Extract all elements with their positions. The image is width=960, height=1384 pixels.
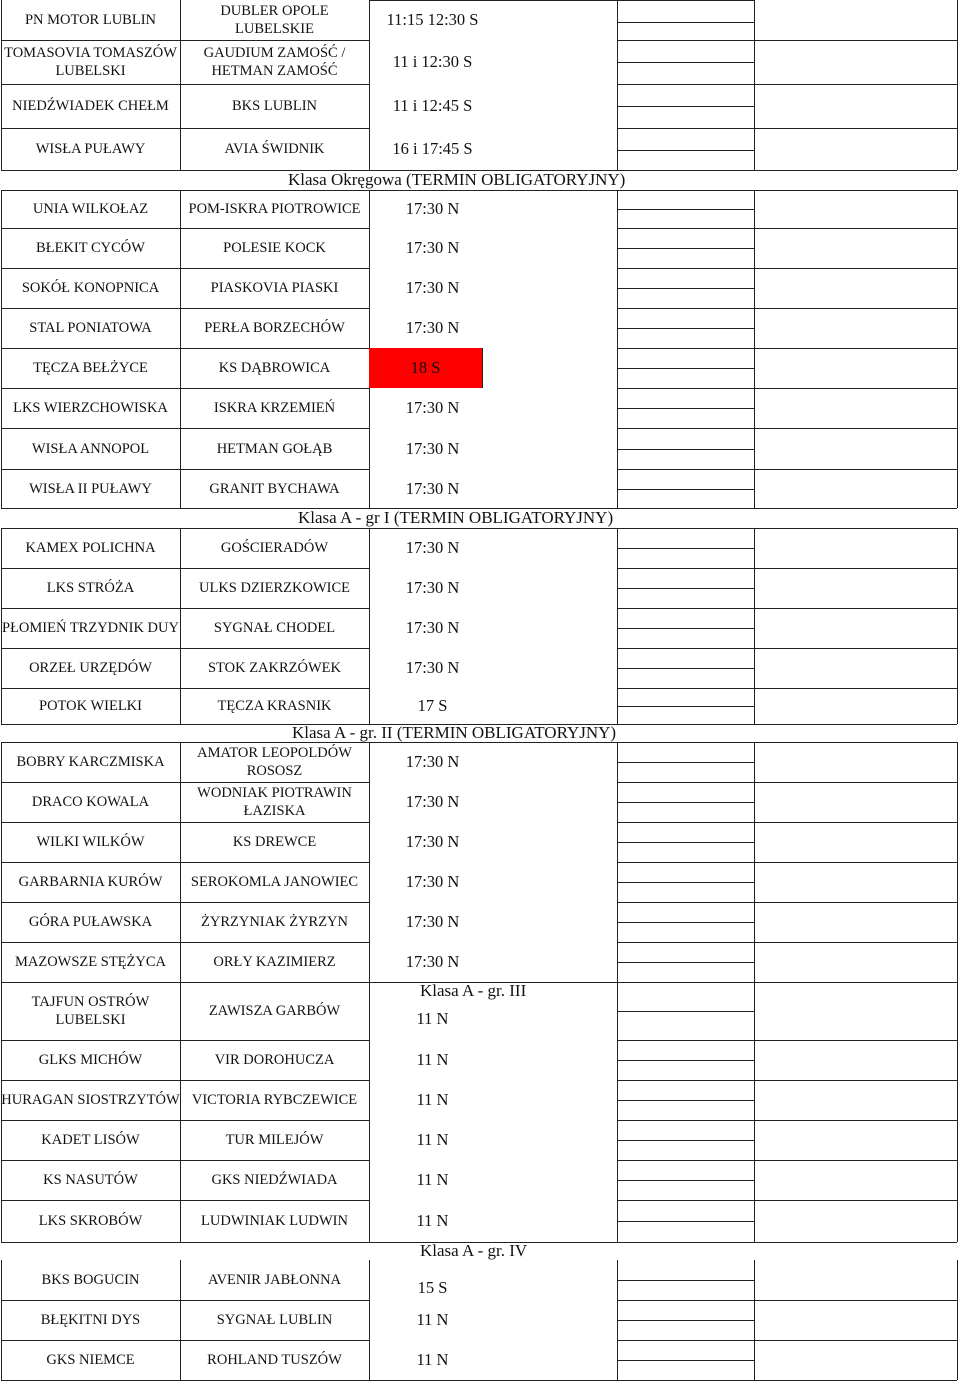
- grid-line: [617, 922, 754, 923]
- grid-line: [617, 449, 754, 450]
- grid-line: [957, 1260, 958, 1380]
- grid-line: [617, 288, 754, 289]
- kickoff-time: 15 S: [417, 1278, 448, 1297]
- home-team: KS NASUTÓW: [43, 1172, 138, 1188]
- grid-line: [617, 469, 957, 470]
- grid-line: [754, 190, 755, 508]
- kickoff-time: 16 i 17:45 S: [392, 139, 473, 158]
- grid-line: [617, 62, 754, 63]
- home-team: POTOK WIELKI: [39, 698, 142, 714]
- grid-line: [617, 328, 754, 329]
- section-title: Klasa A - gr. IV: [420, 1241, 528, 1260]
- home-team: UNIA WILKOŁAZ: [32, 201, 149, 217]
- kickoff-time: 18 S: [369, 348, 482, 388]
- grid-line: [617, 128, 957, 129]
- grid-line: [957, 528, 958, 724]
- kickoff-time: 17:30 N: [405, 478, 460, 498]
- home-team: GLKS MICHÓW: [38, 1052, 143, 1068]
- kickoff-time: 17 S: [417, 696, 448, 715]
- home-team: LKS WIERZCHOWISKA: [13, 400, 168, 416]
- grid-line: [617, 668, 754, 669]
- grid-line: [617, 1360, 754, 1361]
- away-team: VICTORIA RYBCZEWICE: [191, 1092, 358, 1108]
- grid-line: [617, 40, 957, 41]
- grid-line: [617, 1221, 754, 1222]
- away-team: HETMAN GOŁĄB: [216, 440, 333, 457]
- grid-line: [617, 648, 957, 649]
- grid-line: [617, 1080, 957, 1081]
- away-team: POLESIE KOCK: [223, 240, 326, 256]
- home-team: TĘCZA BEŁŻYCE: [33, 360, 148, 376]
- home-team: STAL PONIATOWA: [29, 320, 152, 336]
- home-team: WISŁA PUŁAWY: [35, 141, 146, 157]
- kickoff-time: 17:30 N: [405, 199, 460, 218]
- away-team: AMATOR LEOPOLDÓW ROSOSZ: [197, 745, 352, 779]
- kickoff-time: 17:30 N: [405, 658, 460, 677]
- grid-line: [617, 489, 754, 490]
- section-title: Klasa Okręgowa (TERMIN OBLIGATORYJNY): [288, 170, 626, 189]
- grid-line: [617, 84, 957, 85]
- kickoff-time: 17:30 N: [405, 278, 460, 297]
- grid-line: [1, 0, 2, 170]
- grid-line: [617, 1060, 754, 1061]
- kickoff-time: 11 N: [416, 1130, 449, 1149]
- grid-line: [617, 106, 754, 107]
- grid-line: [617, 228, 957, 229]
- grid-line: [617, 762, 754, 763]
- grid-line: [617, 588, 754, 589]
- home-team: ORZEŁ URZĘDÓW: [29, 660, 152, 676]
- home-team: WISŁA II PUŁAWY: [29, 480, 152, 497]
- grid-line: [617, 248, 754, 249]
- grid-line: [617, 368, 754, 369]
- kickoff-time: 17:30 N: [405, 832, 460, 851]
- home-team: DRACO KOWALA: [31, 794, 150, 810]
- home-team: BŁEKIT CYCÓW: [36, 240, 145, 256]
- grid-line: [617, 1320, 754, 1321]
- grid-line: [617, 608, 957, 609]
- grid-line: [369, 0, 754, 1]
- away-team: TUR MILEJÓW: [225, 1132, 324, 1148]
- grid-line: [1, 1380, 957, 1381]
- away-team: KS DĄBROWICA: [218, 360, 331, 376]
- home-team: TAJFUN OSTRÓW LUBELSKI: [31, 994, 150, 1028]
- kickoff-time: 17:30 N: [405, 752, 460, 771]
- grid-line: [617, 982, 618, 1242]
- grid-line: [617, 782, 957, 783]
- home-team: PŁOMIEŃ TRZYDNIK DUY: [2, 620, 179, 636]
- grid-line: [617, 706, 754, 707]
- kickoff-time: 11 i 12:30 S: [392, 52, 473, 71]
- grid-line: [617, 0, 618, 170]
- kickoff-time: 17:30 N: [405, 578, 460, 597]
- kickoff-time: 17:30 N: [405, 792, 460, 811]
- away-team: PERŁA BORZECHÓW: [204, 320, 345, 336]
- away-team: ISKRA KRZEMIEŃ: [213, 400, 336, 416]
- home-team: BKS BOGUCIN: [41, 1272, 140, 1288]
- away-team: PIASKOVIA PIASKI: [210, 280, 339, 296]
- away-team: AVIA ŚWIDNIK: [224, 141, 325, 157]
- home-team: GKS NIEMCE: [46, 1352, 135, 1368]
- home-team: BŁĘKITNI DYS: [40, 1312, 141, 1328]
- grid-line: [617, 902, 957, 903]
- grid-line: [369, 0, 370, 170]
- grid-line: [957, 742, 958, 982]
- section-title: Klasa A - gr I (TERMIN OBLIGATORYJNY): [298, 508, 614, 527]
- grid-line: [617, 308, 957, 309]
- home-team: BOBRY KARCZMISKA: [16, 754, 165, 770]
- grid-line: [180, 0, 181, 170]
- home-team: SOKÓŁ KONOPNICA: [21, 280, 160, 296]
- kickoff-time: 11 N: [416, 1170, 449, 1189]
- home-team: HURAGAN SIOSTRZYTÓW: [1, 1092, 180, 1108]
- away-team: ZAWISZA GARBÓW: [208, 1003, 341, 1019]
- away-team: KS DREWCE: [232, 834, 317, 850]
- home-team: WISŁA ANNOPOL: [31, 440, 150, 457]
- grid-line: [617, 1280, 754, 1281]
- kickoff-time: 17:30 N: [405, 438, 460, 458]
- home-team: TOMASOVIA TOMASZÓW LUBELSKI: [4, 45, 177, 79]
- kickoff-time: 11:15 12:30 S: [386, 10, 479, 29]
- kickoff-time: 11 N: [416, 1350, 449, 1369]
- home-team: KAMEX POLICHNA: [25, 540, 156, 556]
- away-team: TĘCZA KRASNIK: [217, 698, 332, 714]
- grid-line: [1, 40, 369, 41]
- home-team: PN MOTOR LUBLIN: [24, 12, 157, 28]
- grid-line: [1, 84, 369, 85]
- kickoff-time: 11 N: [416, 1090, 449, 1109]
- grid-line: [617, 548, 754, 549]
- kickoff-time: 11 N: [416, 1009, 449, 1028]
- grid-line: [617, 1120, 957, 1121]
- away-team: GOŚCIERADÓW: [220, 540, 329, 556]
- kickoff-time: 17:30 N: [405, 538, 460, 557]
- grid-line: [617, 802, 754, 803]
- home-team: GÓRA PUŁAWSKA: [28, 914, 153, 930]
- grid-line: [617, 1140, 754, 1141]
- away-team: WODNIAK PIOTRAWIN ŁAZISKA: [197, 785, 352, 819]
- home-team: GARBARNIA KURÓW: [18, 874, 163, 890]
- grid-line: [617, 1100, 754, 1101]
- grid-line: [617, 150, 754, 151]
- grid-line: [617, 962, 754, 963]
- away-team: LUDWINIAK LUDWIN: [201, 1213, 348, 1229]
- grid-line: [617, 190, 618, 508]
- grid-line: [617, 1160, 957, 1161]
- kickoff-time: 11 N: [416, 1310, 449, 1329]
- home-team: LKS SKROBÓW: [38, 1213, 143, 1229]
- grid-line: [617, 942, 957, 943]
- grid-line: [617, 528, 618, 724]
- away-team: ULKS DZIERZKOWICE: [198, 580, 351, 596]
- kickoff-time: 11 N: [416, 1211, 449, 1230]
- grid-line: [617, 268, 957, 269]
- kickoff-time: 11 N: [416, 1050, 449, 1069]
- grid-line: [617, 862, 957, 863]
- grid-line: [957, 982, 958, 1242]
- kickoff-time: 17:30 N: [405, 952, 460, 971]
- grid-line: [617, 628, 754, 629]
- grid-line: [617, 408, 754, 409]
- grid-line: [617, 882, 754, 883]
- home-team: KADET LISÓW: [41, 1132, 140, 1148]
- grid-line: [617, 1200, 957, 1201]
- grid-line: [617, 822, 957, 823]
- grid-line: [617, 22, 754, 23]
- home-team: NIEDŹWIADEK CHEŁM: [12, 98, 169, 114]
- away-team: STOK ZAKRZÓWEK: [207, 660, 342, 676]
- away-team: AVENIR JABŁONNA: [207, 1272, 342, 1288]
- grid-line: [617, 568, 957, 569]
- home-team: MAZOWSZE STĘŻYCA: [14, 954, 167, 970]
- grid-line: [617, 1011, 754, 1012]
- grid-line: [1, 128, 369, 129]
- kickoff-time: 17:30 N: [405, 872, 460, 891]
- away-team: DUBLER OPOLE LUBELSKIE: [220, 3, 329, 37]
- away-team: ROHLAND TUSZÓW: [207, 1352, 342, 1368]
- grid-line: [957, 0, 958, 170]
- grid-line: [482, 348, 483, 388]
- away-team: ORŁY KAZIMIERZ: [213, 954, 336, 970]
- away-team: SYGNAŁ LUBLIN: [216, 1312, 333, 1328]
- grid-line: [617, 348, 957, 349]
- away-team: GRANIT BYCHAWA: [209, 480, 340, 497]
- away-team: SYGNAŁ CHODEL: [213, 620, 336, 636]
- grid-line: [617, 209, 754, 210]
- section-title: Klasa A - gr. II (TERMIN OBLIGATORYJNY): [292, 723, 617, 742]
- away-team: GAUDIUM ZAMOŚĆ / HETMAN ZAMOŚĆ: [203, 45, 346, 79]
- grid-line: [617, 1300, 957, 1301]
- grid-line: [617, 1040, 957, 1041]
- kickoff-time: 11 i 12:45 S: [392, 96, 473, 115]
- kickoff-time: 17:30 N: [405, 618, 460, 637]
- away-team: VIR DOROHUCZA: [214, 1052, 335, 1068]
- grid-line: [617, 1180, 754, 1181]
- grid-line: [617, 688, 957, 689]
- kickoff-time: 17:30 N: [405, 318, 460, 337]
- grid-line: [754, 528, 755, 724]
- grid-line: [617, 388, 957, 389]
- home-team: LKS STRÓŻA: [46, 580, 135, 596]
- grid-line: [617, 1340, 957, 1341]
- away-team: BKS LUBLIN: [232, 98, 317, 114]
- away-team: SEROKOMLA JANOWIEC: [190, 874, 359, 890]
- section-title: Klasa A - gr. III: [420, 981, 527, 1000]
- kickoff-time: 17:30 N: [405, 238, 460, 257]
- away-team: POM-ISKRA PIOTROWICE: [188, 201, 361, 217]
- away-team: ŻYRZYNIAK ŻYRZYN: [201, 914, 348, 930]
- home-team: WILKI WILKÓW: [36, 834, 145, 850]
- grid-line: [617, 842, 754, 843]
- grid-line: [754, 982, 755, 1242]
- kickoff-time: 17:30 N: [405, 398, 460, 417]
- grid-line: [957, 190, 958, 508]
- grid-line: [754, 0, 755, 170]
- away-team: GKS NIEDŹWIADA: [211, 1172, 338, 1188]
- grid-line: [754, 1260, 755, 1380]
- kickoff-time: 17:30 N: [405, 912, 460, 931]
- grid-line: [617, 428, 957, 429]
